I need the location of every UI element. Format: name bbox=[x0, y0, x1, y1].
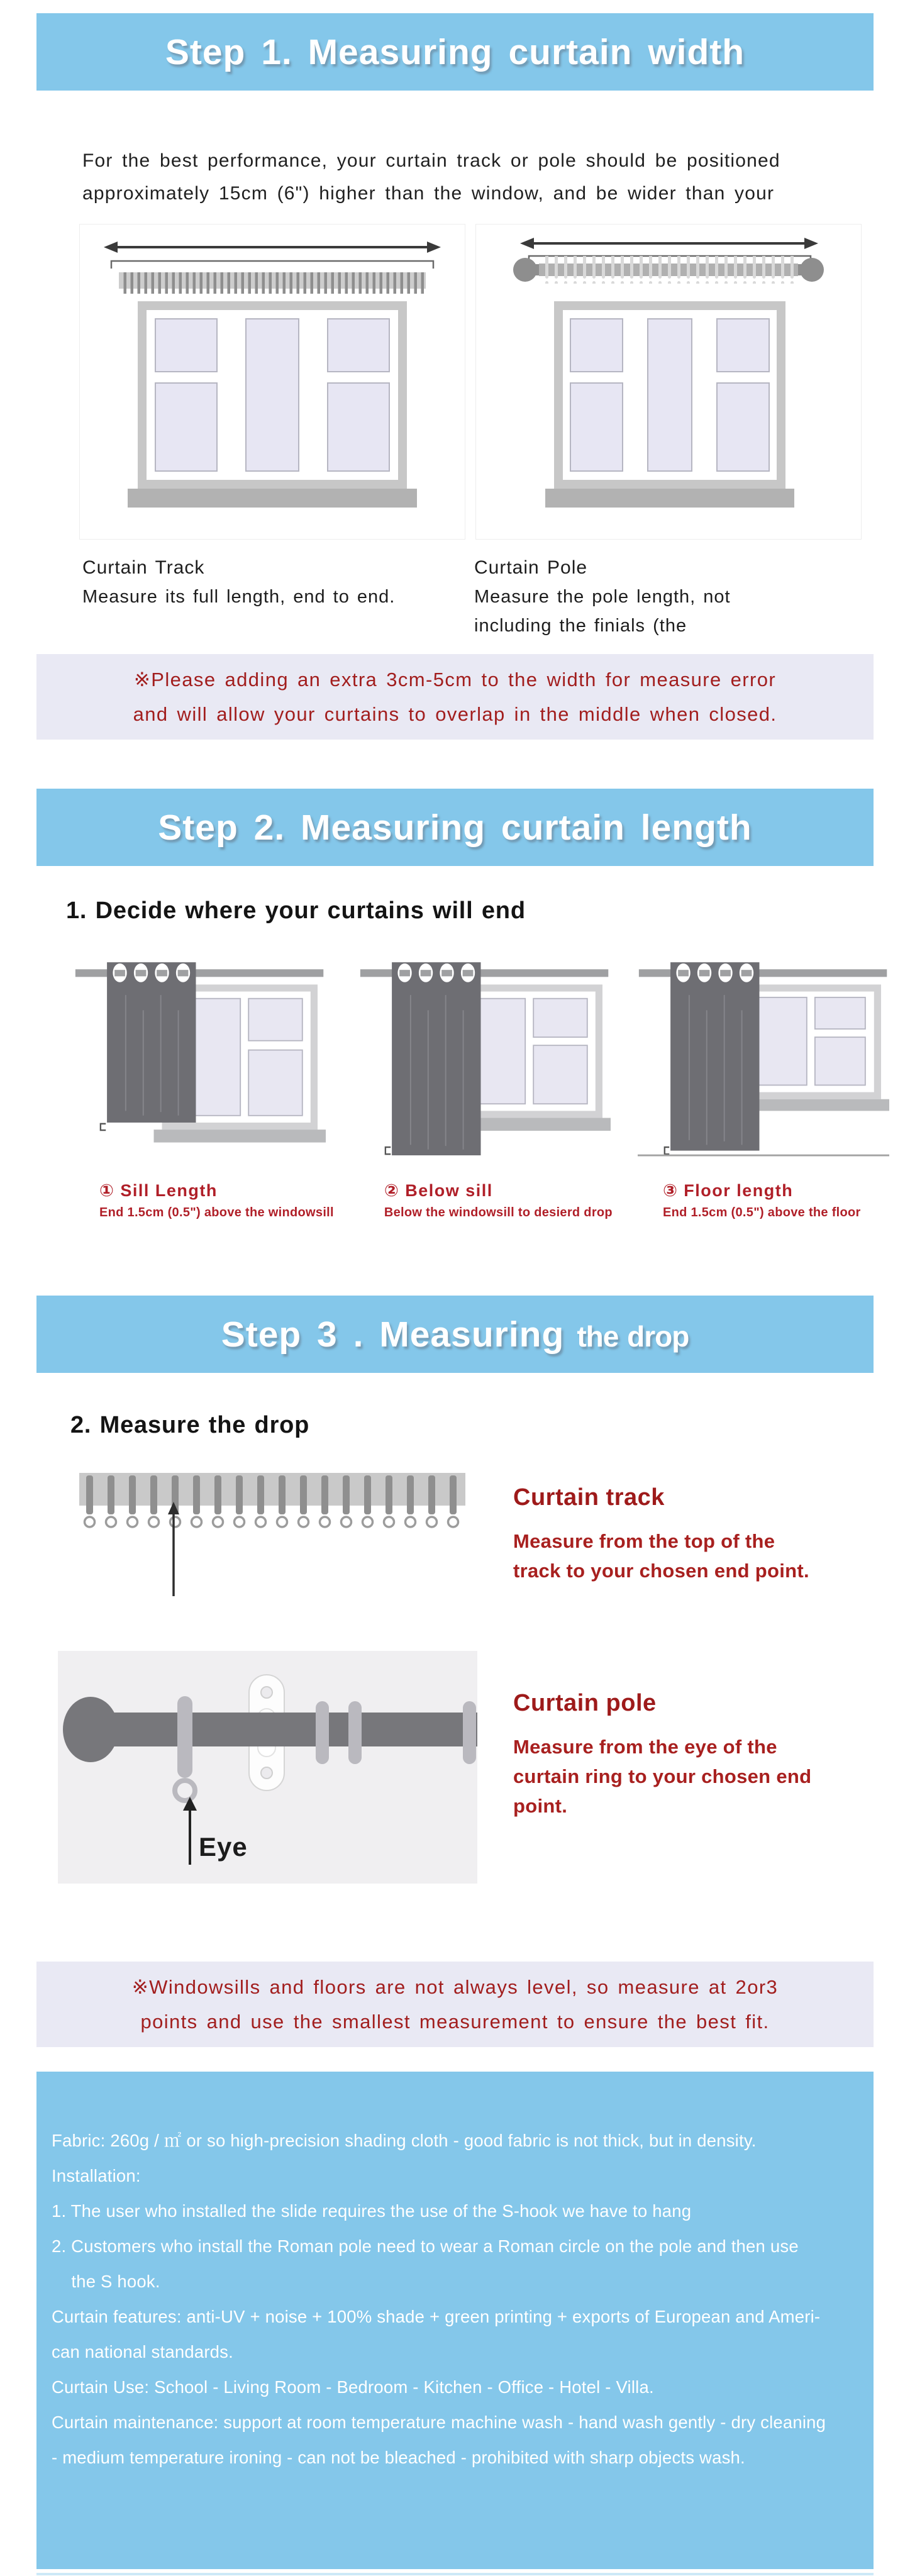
detail-maintenance-2: - medium temperature ironing - can not be bleached - prohibited with sharp objects wash. bbox=[52, 2448, 745, 2467]
window-with-track-diagram bbox=[80, 225, 465, 539]
bottom-strip bbox=[36, 2573, 874, 2575]
drop-track-desc-2: track to your chosen end point. bbox=[513, 1560, 809, 1582]
drop-track-desc-1: Measure from the top of the bbox=[513, 1530, 775, 1552]
floor-length-label: ③ Floor length bbox=[662, 1181, 794, 1200]
curtain-track-closeup-diagram bbox=[79, 1468, 465, 1603]
width-note-line-2: and will allow your curtains to overlap in the middle when closed. bbox=[133, 703, 777, 725]
step3-banner-title bbox=[221, 1314, 689, 1355]
intro-paragraph bbox=[82, 145, 872, 210]
pole-caption-desc-2: including the finials (the bbox=[474, 616, 687, 636]
track-caption bbox=[82, 553, 474, 640]
sill-length-desc: End 1.5cm (0.5") above the windowsill bbox=[99, 1206, 334, 1219]
step3-banner-title-main: Step 3 . Measuring bbox=[221, 1314, 565, 1355]
drop-track-desc bbox=[513, 1526, 809, 1585]
width-diagrams bbox=[79, 224, 910, 540]
length-heading: 1. Decide where your curtains will end bbox=[66, 897, 526, 924]
sill-length-label: ① Sill Length bbox=[99, 1181, 218, 1200]
drop-pole-desc-1: Measure from the eye of the bbox=[513, 1736, 777, 1758]
pole-caption-desc-1: Measure the pole length, not bbox=[474, 587, 731, 607]
track-caption-title: Curtain Track bbox=[82, 557, 205, 578]
drop-track-text bbox=[513, 1468, 809, 1585]
drop-note-line-1: ※Windowsills and floors are not always level, so measure at 2or3 bbox=[131, 1976, 779, 1998]
step3-banner-title-small: the drop bbox=[577, 1319, 689, 1353]
detail-installation: Installation: bbox=[52, 2166, 141, 2185]
drop-heading: 2. Measure the drop bbox=[70, 1412, 310, 1438]
width-diagram-captions bbox=[82, 553, 874, 640]
pole-caption-title: Curtain Pole bbox=[474, 557, 588, 578]
detail-install-1: 1. The user who installed the slide requires the use of the S-hook we have to hang bbox=[52, 2201, 692, 2221]
drop-note-line-2: points and use the smallest measurement to ensure the best fit. bbox=[140, 2011, 770, 2033]
floor-length-desc: End 1.5cm (0.5") above the floor bbox=[662, 1206, 861, 1219]
intro-line-2: approximately 15cm (6") higher than the window, and be wider than your bbox=[82, 183, 775, 204]
curtain-pole-closeup-figure bbox=[58, 1651, 477, 1887]
length-option-figures bbox=[74, 954, 910, 1220]
detail-features: Curtain features: anti-UV + noise + 100% shade + green printing + exports of European and Ameri- bbox=[52, 2307, 821, 2326]
below-sill-label: ② Below sill bbox=[384, 1181, 493, 1200]
pole-caption bbox=[474, 553, 731, 640]
drop-pole-desc bbox=[513, 1732, 811, 1821]
curtain-track-diagram-box bbox=[79, 224, 465, 540]
product-details-block bbox=[36, 2072, 874, 2569]
width-note bbox=[36, 654, 874, 740]
drop-note bbox=[36, 1962, 874, 2047]
curtain-pole-closeup-diagram bbox=[58, 1651, 477, 1884]
curtain-pole-diagram-box bbox=[475, 224, 862, 540]
drop-pole-desc-3: point. bbox=[513, 1795, 568, 1817]
eye-label: Eye bbox=[199, 1832, 248, 1862]
intro-line-1: For the best performance, your curtain track or pole should be positioned bbox=[82, 150, 780, 171]
width-note-line-1: ※Please adding an extra 3cm-5cm to the width for measure error bbox=[133, 669, 777, 691]
drop-pole-row bbox=[58, 1651, 910, 1887]
window-with-pole-diagram bbox=[476, 225, 861, 539]
sill-length-figure bbox=[74, 954, 334, 1220]
drop-pole-title: Curtain pole bbox=[513, 1690, 657, 1716]
detail-features-2: can national standards. bbox=[52, 2342, 233, 2362]
step1-banner-title: Step 1. Measuring curtain width bbox=[165, 31, 745, 72]
step2-banner-title: Step 2. Measuring curtain length bbox=[158, 807, 752, 848]
detail-maintenance: Curtain maintenance: support at room temperature machine wash - hand wash gently - dry cleaning bbox=[52, 2412, 826, 2432]
detail-use: Curtain Use: School - Living Room - Bedroom - Kitchen - Office - Hotel - Villa. bbox=[52, 2377, 654, 2397]
below-sill-figure bbox=[359, 954, 613, 1220]
floor-length-figure bbox=[638, 954, 889, 1220]
drop-track-row bbox=[79, 1468, 910, 1603]
detail-install-2: 2. Customers who install the Roman pole need to wear a Roman circle on the pole and then use bbox=[52, 2236, 799, 2256]
below-sill-curtain-diagram bbox=[359, 954, 611, 1165]
drop-track-title: Curtain track bbox=[513, 1484, 665, 1511]
sill-length-curtain-diagram bbox=[74, 954, 326, 1165]
step1-banner bbox=[36, 13, 874, 91]
below-sill-desc: Below the windowsill to desierd drop bbox=[384, 1206, 613, 1219]
detail-install-2b: the S hook. bbox=[52, 2272, 160, 2291]
floor-length-curtain-diagram bbox=[638, 954, 889, 1165]
drop-pole-desc-2: curtain ring to your chosen end bbox=[513, 1765, 812, 1787]
drop-pole-text bbox=[513, 1651, 811, 1821]
track-caption-desc: Measure its full length, end to end. bbox=[82, 587, 396, 607]
step2-banner bbox=[36, 789, 874, 866]
step3-banner bbox=[36, 1296, 874, 1373]
detail-fabric: Fabric: 260g / ㎡ or so high-precision shading cloth - good fabric is not thick, but in density. bbox=[52, 2131, 757, 2150]
